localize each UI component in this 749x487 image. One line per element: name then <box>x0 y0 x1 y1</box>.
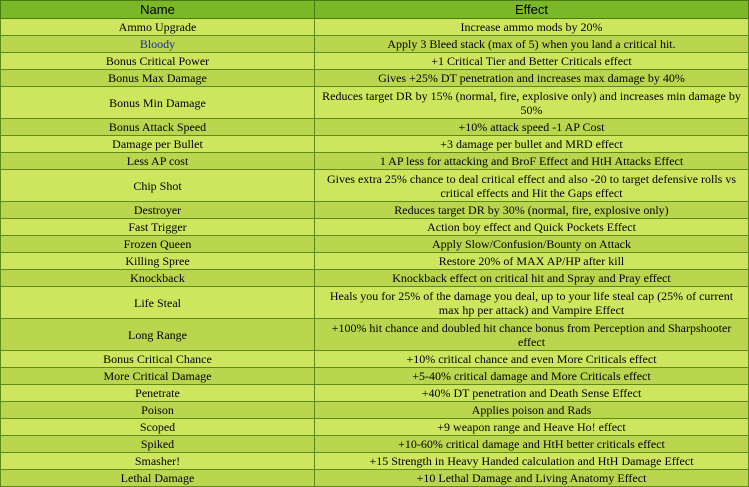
row-effect: +1 Critical Tier and Better Criticals effect <box>315 53 749 70</box>
row-name: Bonus Max Damage <box>1 70 315 87</box>
table-row <box>1 368 749 385</box>
row-name: Destroyer <box>1 202 315 219</box>
table-row <box>1 219 749 236</box>
row-effect: Increase ammo mods by 20% <box>315 19 749 36</box>
row-effect: +10% critical chance and even More Criticals effect <box>315 351 749 368</box>
row-effect: Apply Slow/Confusion/Bounty on Attack <box>315 236 749 253</box>
row-name: Killing Spree <box>1 253 315 270</box>
table-row <box>1 53 749 70</box>
table-row <box>1 385 749 402</box>
table-row <box>1 270 749 287</box>
table-row <box>1 287 749 319</box>
row-effect: Gives +25% DT penetration and increases max damage by 40% <box>315 70 749 87</box>
row-name: Poison <box>1 402 315 419</box>
row-effect: +100% hit chance and doubled hit chance bonus from Perception and Sharpshooter effect <box>315 319 749 351</box>
row-name: Damage per Bullet <box>1 136 315 153</box>
table-row <box>1 351 749 368</box>
row-name: Scoped <box>1 419 315 436</box>
table-row <box>1 253 749 270</box>
table-row <box>1 202 749 219</box>
row-name: Less AP cost <box>1 153 315 170</box>
row-effect: Action boy effect and Quick Pockets Effect <box>315 219 749 236</box>
header-row <box>1 1 749 19</box>
table-row <box>1 453 749 470</box>
row-name: Smasher! <box>1 453 315 470</box>
table-row <box>1 236 749 253</box>
row-effect: +9 weapon range and Heave Ho! effect <box>315 419 749 436</box>
table-row <box>1 419 749 436</box>
row-effect: +40% DT penetration and Death Sense Effect <box>315 385 749 402</box>
row-name: Bonus Critical Power <box>1 53 315 70</box>
row-effect: Reduces target DR by 30% (normal, fire, explosive only) <box>315 202 749 219</box>
row-name: Lethal Damage <box>1 470 315 487</box>
row-name: Bonus Attack Speed <box>1 119 315 136</box>
row-effect: 1 AP less for attacking and BroF Effect and HtH Attacks Effect <box>315 153 749 170</box>
column-header-name: Name <box>1 1 315 19</box>
row-name: Chip Shot <box>1 170 315 202</box>
row-name: Penetrate <box>1 385 315 402</box>
row-effect: Heals you for 25% of the damage you deal, up to your life steal cap (25% of current max hp per attack) and Vampire Effect <box>315 287 749 319</box>
row-name: Bonus Min Damage <box>1 87 315 119</box>
table-row <box>1 136 749 153</box>
row-effect: Restore 20% of MAX AP/HP after kill <box>315 253 749 270</box>
row-name: Knockback <box>1 270 315 287</box>
row-effect: +10-60% critical damage and HtH better criticals effect <box>315 436 749 453</box>
row-name: More Critical Damage <box>1 368 315 385</box>
column-header-effect: Effect <box>315 1 749 19</box>
row-effect: Knockback effect on critical hit and Spray and Pray effect <box>315 270 749 287</box>
table-row <box>1 36 749 53</box>
table-row <box>1 436 749 453</box>
row-effect: +15 Strength in Heavy Handed calculation and HtH Damage Effect <box>315 453 749 470</box>
row-name: Life Steal <box>1 287 315 319</box>
row-effect: Gives extra 25% chance to deal critical effect and also -20 to target defensive rolls vs critical effects and Hit the Gaps effect <box>315 170 749 202</box>
table-row <box>1 170 749 202</box>
row-effect: Applies poison and Rads <box>315 402 749 419</box>
row-name: Frozen Queen <box>1 236 315 253</box>
row-effect: +5-40% critical damage and More Criticals effect <box>315 368 749 385</box>
row-effect: +10 Lethal Damage and Living Anatomy Effect <box>315 470 749 487</box>
row-name: Ammo Upgrade <box>1 19 315 36</box>
row-effect: Apply 3 Bleed stack (max of 5) when you land a critical hit. <box>315 36 749 53</box>
table-row <box>1 70 749 87</box>
table-row <box>1 402 749 419</box>
row-effect: +3 damage per bullet and MRD effect <box>315 136 749 153</box>
table-row <box>1 87 749 119</box>
table-row <box>1 153 749 170</box>
row-name: Long Range <box>1 319 315 351</box>
row-effect: +10% attack speed -1 AP Cost <box>315 119 749 136</box>
table-row <box>1 119 749 136</box>
row-name[interactable]: Bloody <box>1 36 315 53</box>
table-row <box>1 19 749 36</box>
table-row <box>1 319 749 351</box>
row-name: Bonus Critical Chance <box>1 351 315 368</box>
row-name: Spiked <box>1 436 315 453</box>
row-name: Fast Trigger <box>1 219 315 236</box>
row-effect: Reduces target DR by 15% (normal, fire, explosive only) and increases min damage by 50% <box>315 87 749 119</box>
